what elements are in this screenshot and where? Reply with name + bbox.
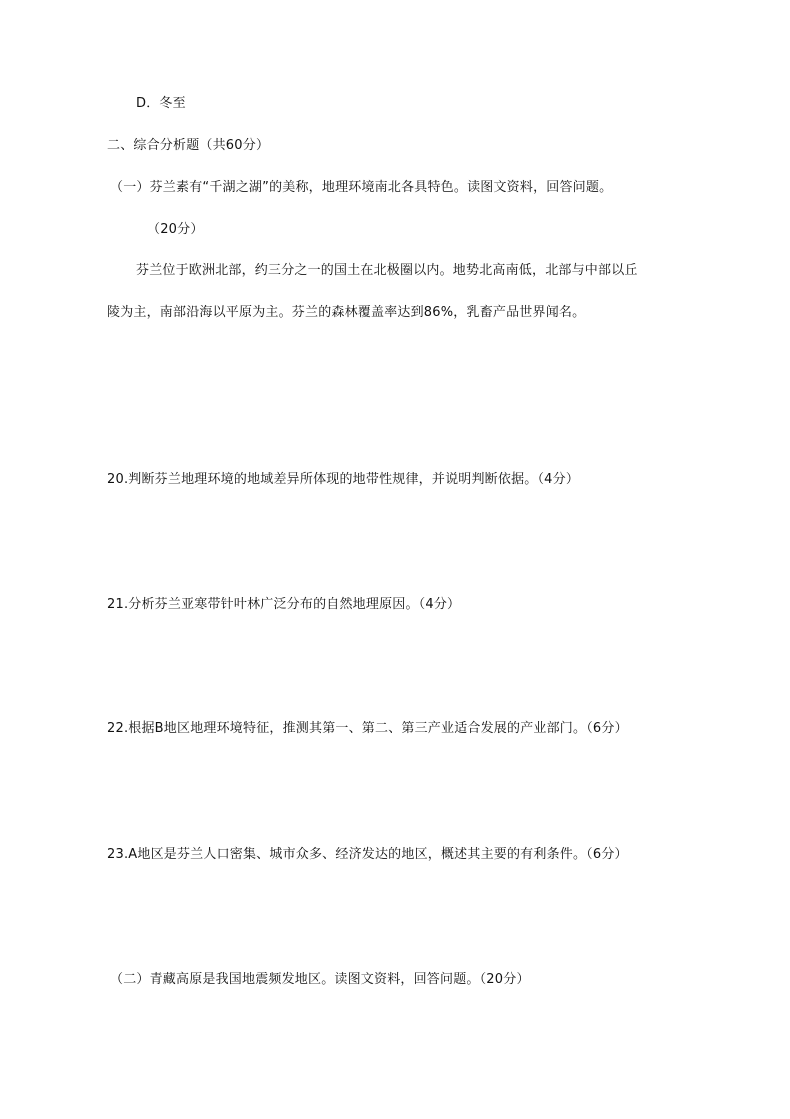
part1-paragraph-line1: 芬兰位于欧洲北部，约三分之一的国土在北极圈以内。地势北高南低，北部与中部以丘 [136, 263, 638, 278]
question-20: 20.判断芬兰地理环境的地域差异所体现的地带性规律，并说明判断依据。（4分） [107, 472, 580, 487]
option-d: D．冬至 [136, 96, 186, 111]
part1-title: （一）芬兰素有“千湖之湖”的美称，地理环境南北各具特色。读图文资料，回答问题。 [110, 180, 613, 195]
part2-title: （二）青藏高原是我国地震频发地区。读图文资料，回答问题。（20分） [110, 972, 530, 987]
question-22: 22.根据B地区地理环境特征，推测其第一、第二、第三产业适合发展的产业部门。（6分） [107, 721, 628, 736]
question-23: 23.A地区是芬兰人口密集、城市众多、经济发达的地区，概述其主要的有利条件。（6分） [107, 847, 628, 862]
part1-score: （20分） [147, 222, 204, 237]
section-heading: 二、综合分析题（共60分） [107, 138, 270, 153]
question-21: 21.分析芬兰亚寒带针叶林广泛分布的自然地理原因。（4分） [107, 597, 461, 612]
part1-paragraph-line2: 陵为主，南部沿海以平原为主。芬兰的森林覆盖率达到86%，乳畜产品世界闻名。 [107, 305, 586, 320]
